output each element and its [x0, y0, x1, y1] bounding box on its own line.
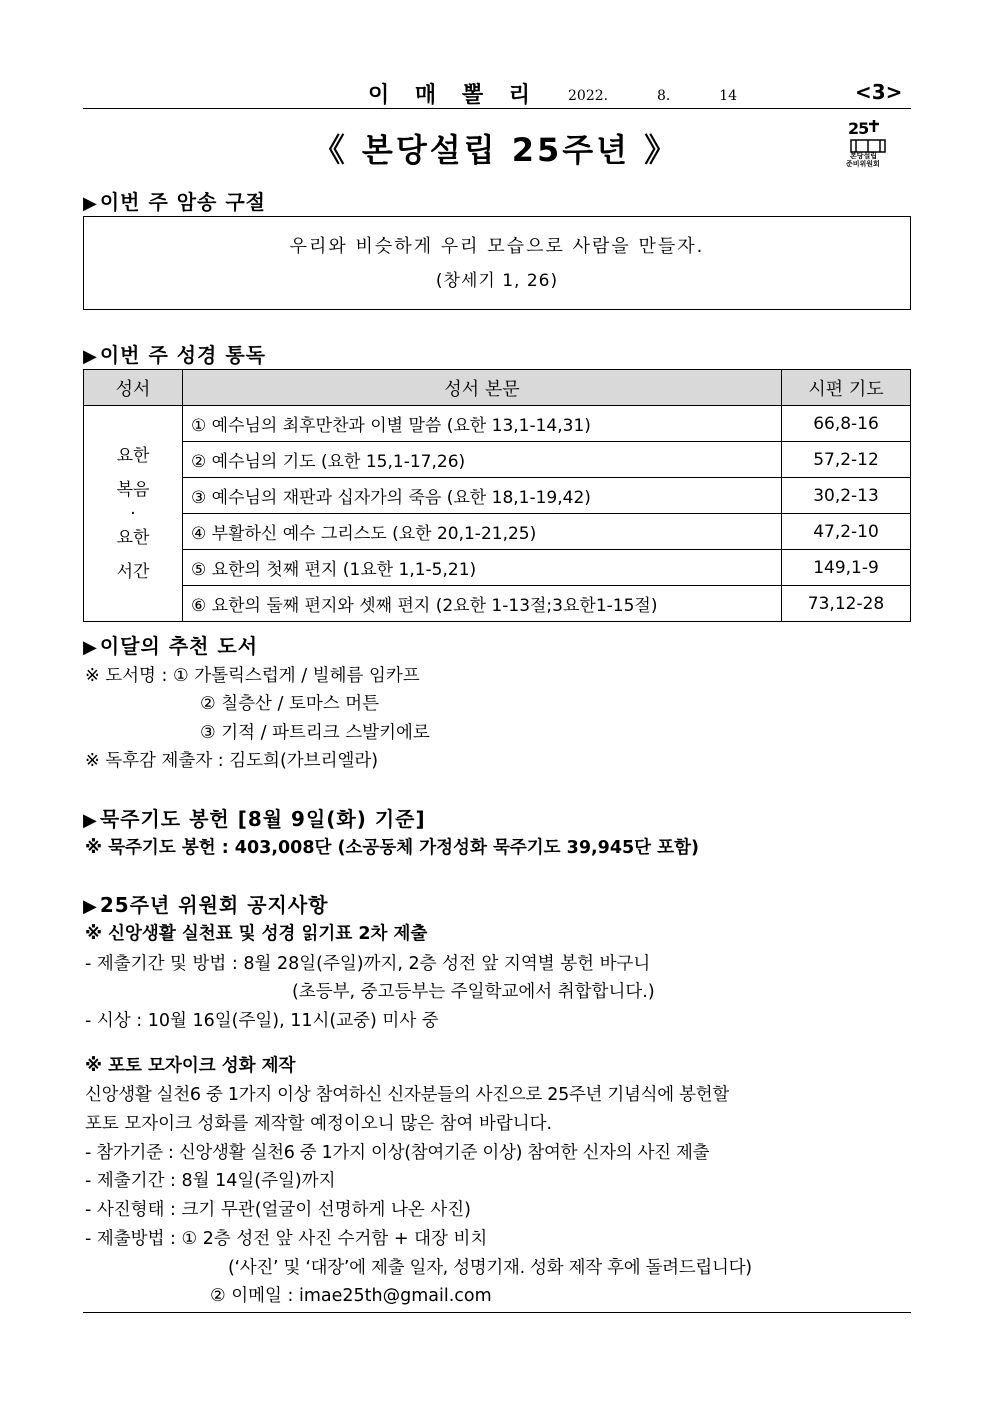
column-header: 성서 본문: [183, 370, 782, 406]
rosary-line: ※ 묵주기도 봉헌 : 403,008단 (소공동체 가정성화 묵주기도 39,945단 포함): [85, 838, 699, 858]
date-month: 8.: [657, 88, 671, 104]
table-row: [84, 442, 911, 478]
triangle-bullet-icon: ▶: [83, 810, 98, 831]
notice-line: - 제출방법 : ① 2층 성전 앞 사진 수거함 + 대장 비치: [85, 1229, 488, 1249]
notice-paragraph: 포토 모자이크 성화를 제작할 예정이오니 많은 참여 바랍니다.: [85, 1114, 553, 1134]
table-row: [84, 406, 911, 442]
footer-divider: [83, 1312, 911, 1313]
notice-line: - 시상 : 10월 16일(주일), 11시(교중) 미사 중: [85, 1011, 439, 1031]
date-day: 14: [719, 88, 738, 104]
books-line: ※ 독후감 제출자 : 김도희(가브리엘라): [85, 751, 379, 771]
notice-line: (‘사진’ 및 ‘대장’에 제출 일자, 성명기재. 성화 제작 후에 돌려드립니다): [228, 1258, 752, 1278]
psalm-text: 30,2-13: [782, 478, 911, 514]
books-line: ② 칠층산 / 토마스 머튼: [200, 694, 380, 714]
reading-text: ⑤ 요한의 첫째 편지 (1요한 1,1-5,21): [183, 550, 782, 586]
date-year: 2022.: [568, 88, 609, 104]
notice-heading: ▶ 25주년 위원회 공지사항: [83, 893, 329, 917]
notice-email-line: ② 이메일 : imae25th@gmail.com: [210, 1286, 492, 1306]
notice-line: - 제출기간 및 방법 : 8월 28일(주일)까지, 2층 성전 앞 지역별 봉헌 바구니: [85, 954, 651, 974]
bible-reading-table: [83, 369, 911, 622]
notice-line: - 사진형태 : 크기 무관(얼굴이 선명하게 나온 사진): [85, 1200, 471, 1220]
logo-text-2: 준비위원회: [846, 160, 880, 168]
triangle-bullet-icon: ▶: [83, 896, 98, 917]
notice-subheading: ※ 신앙생활 실천표 및 성경 읽기표 2차 제출: [85, 924, 428, 944]
reading-text: ③ 예수님의 재판과 십자가의 죽음 (요한 18,1-19,42): [183, 478, 782, 514]
memory-verse-reference: (창세기 1, 26): [435, 271, 559, 291]
bible-reading-heading: ▶ 이번 주 성경 통독: [83, 343, 266, 367]
anniversary-logo: [838, 118, 896, 168]
table-header-row: [84, 370, 911, 406]
psalm-text: 47,2-10: [782, 514, 911, 550]
psalm-text: 57,2-12: [782, 442, 911, 478]
logo-text-1: 본당설립: [850, 152, 878, 160]
reading-text: ① 예수님의 최후만찬과 이별 말씀 (요한 13,1-14,31): [183, 406, 782, 442]
triangle-bullet-icon: ▶: [83, 637, 98, 658]
notice-line: - 참가기준 : 신앙생활 실천6 중 1가지 이상(참여기준 이상) 참여한 신자의 사진 제출: [85, 1143, 710, 1163]
memory-verse-text: 우리와 비슷하게 우리 모습으로 사람을 만들자.: [289, 236, 705, 257]
notice-subheading: ※ 포토 모자이크 성화 제작: [85, 1056, 296, 1076]
page-number: <3>: [855, 80, 903, 104]
table-row: [84, 514, 911, 550]
notice-line: - 제출기간 : 8월 14일(주일)까지: [85, 1171, 336, 1191]
bulletin-date: [568, 88, 737, 104]
triangle-bullet-icon: ▶: [83, 193, 98, 214]
books-line: ※ 도서명 : ① 가톨릭스럽게 / 빌헤름 임카프: [85, 666, 420, 686]
table-row: [84, 478, 911, 514]
notice-line: (초등부, 중고등부는 주일학교에서 취합합니다.): [292, 982, 655, 1002]
column-header: 성서: [84, 370, 183, 406]
page-title: 《 본당설립 25주년 》: [312, 131, 680, 169]
memory-verse-heading: ▶ 이번 주 암송 구절: [83, 190, 266, 214]
books-line: ③ 기적 / 파트리크 스발키에로: [200, 723, 430, 743]
psalm-text: 66,8-16: [782, 406, 911, 442]
psalm-text: 73,12-28: [782, 586, 911, 622]
rosary-heading: ▶ 묵주기도 봉헌 [8월 9일(화) 기준]: [83, 807, 426, 831]
notice-paragraph: 신앙생활 실천6 중 1가지 이상 참여하신 신자분들의 사진으로 25주년 기념식에 봉헌할: [85, 1085, 729, 1105]
logo-number: 25: [848, 119, 869, 138]
memory-verse-box: [83, 216, 911, 310]
table-row: [84, 586, 911, 622]
triangle-bullet-icon: ▶: [83, 346, 98, 367]
column-header: 시편 기도: [782, 370, 911, 406]
reading-text: ⑥ 요한의 둘째 편지와 셋째 편지 (2요한 1-13절;3요한1-15절): [183, 586, 782, 622]
books-heading: ▶ 이달의 추천 도서: [83, 634, 259, 658]
bulletin-title: 이 매 뽈 리: [368, 83, 539, 108]
header-divider: [83, 108, 911, 109]
reading-text: ④ 부활하신 예수 그리스도 (요한 20,1-21,25): [183, 514, 782, 550]
table-row: [84, 550, 911, 586]
book-cell: 요한 복음 · 요한 서간: [84, 406, 183, 622]
psalm-text: 149,1-9: [782, 550, 911, 586]
reading-text: ② 예수님의 기도 (요한 15,1-17,26): [183, 442, 782, 478]
